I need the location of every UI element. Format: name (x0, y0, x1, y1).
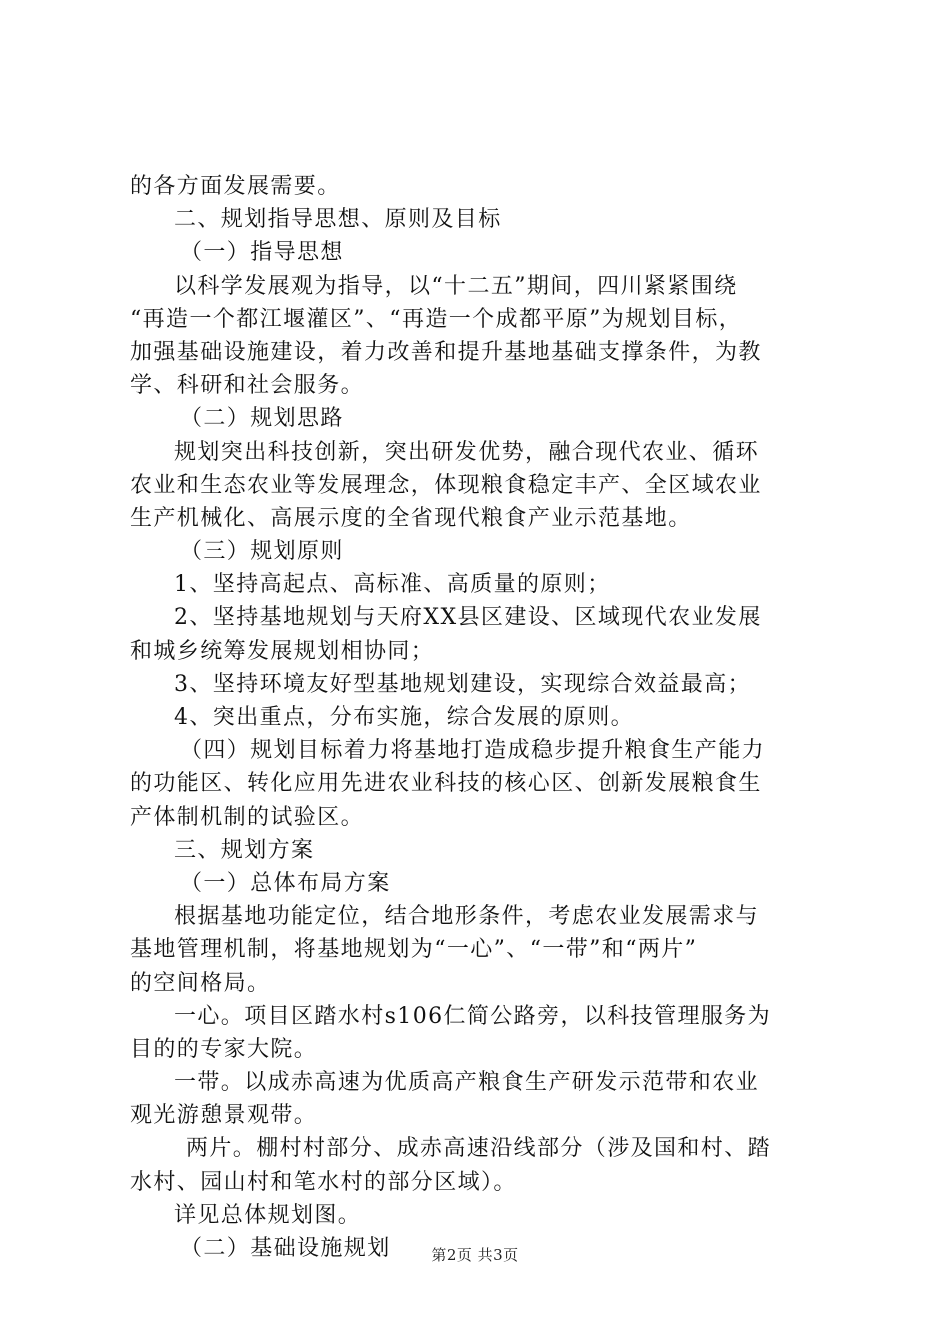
paragraph-line: 生产机械化、高展示度的全省现代粮食产业示范基地。 (130, 505, 692, 531)
list-item: 2、坚持基地规划与天府XX县区建设、区域现代农业发展 (174, 605, 762, 631)
paragraph-line: 一心。项目区踏水村s106仁简公路旁，以科技管理服务为 (174, 1003, 772, 1029)
paragraph-line: “再造一个都江堰灌区”、“再造一个成都平原”为规划目标， (130, 306, 743, 332)
subsection-heading: （二）规划思路 (180, 406, 344, 432)
subsection-heading: （一）指导思想 (180, 240, 344, 266)
subsection-heading: （三）规划原则 (180, 539, 344, 565)
section-heading: 三、规划方案 (174, 837, 315, 863)
paragraph-line: 的空间格局。 (130, 970, 271, 996)
paragraph-line: 水村、园山村和笔水村的部分区域）。 (130, 1169, 517, 1195)
paragraph-line: 详见总体规划图。 (174, 1202, 362, 1228)
paragraph-line: 观光游憩景观带。 (130, 1103, 318, 1129)
subsection-heading: （一）总体布局方案 (180, 870, 391, 896)
paragraph-line: 的功能区、转化应用先进农业科技的核心区、创新发展粮食生 (130, 771, 762, 797)
paragraph-line: 基地管理机制，将基地规划为“一心”、“一带”和“两片” (130, 937, 698, 963)
paragraph-line: 产体制机制的试验区。 (130, 804, 365, 830)
paragraph-line: 目的的专家大院。 (130, 1036, 318, 1062)
paragraph-line: 学、科研和社会服务。 (130, 373, 365, 399)
subsection-heading: （二）基础设施规划 (180, 1236, 391, 1261)
page-footer: 第2页 共3页 (431, 1246, 519, 1264)
paragraph-line: 根据基地功能定位，结合地形条件，考虑农业发展需求与 (174, 904, 760, 930)
list-item: 1、坚持高起点、高标准、高质量的原则； (174, 572, 611, 598)
subsection-heading: （四）规划目标着力将基地打造成稳步提升粮食生产能力 (180, 738, 766, 764)
paragraph-line: 和城乡统筹发展规划相协同； (130, 638, 435, 664)
paragraph-line: 的各方面发展需要。 (130, 174, 341, 199)
list-item: 3、坚持环境友好型基地规划建设，实现综合效益最高； (174, 671, 751, 697)
paragraph-line: 规划突出科技创新，突出研发优势，融合现代农业、循环 (174, 439, 760, 465)
section-heading: 二、规划指导思想、原则及目标 (174, 207, 502, 233)
paragraph-line: 加强基础设施建设，着力改善和提升基地基础支撑条件，为教 (130, 339, 762, 365)
list-item: 4、突出重点，分布实施，综合发展的原则。 (174, 705, 634, 730)
paragraph-line: 一带。以成赤高速为优质高产粮食生产研发示范带和农业 (174, 1070, 760, 1096)
document-body (130, 170, 830, 1265)
paragraph-line: 以科学发展观为指导，以“十二五”期间，四川紧紧围绕 (174, 273, 738, 299)
paragraph-line: 两片。棚村村部分、成赤高速沿线部分（涉及国和村、踏 (186, 1136, 772, 1162)
paragraph-line: 农业和生态农业等发展理念，体现粮食稳定丰产、全区域农业 (130, 472, 762, 498)
